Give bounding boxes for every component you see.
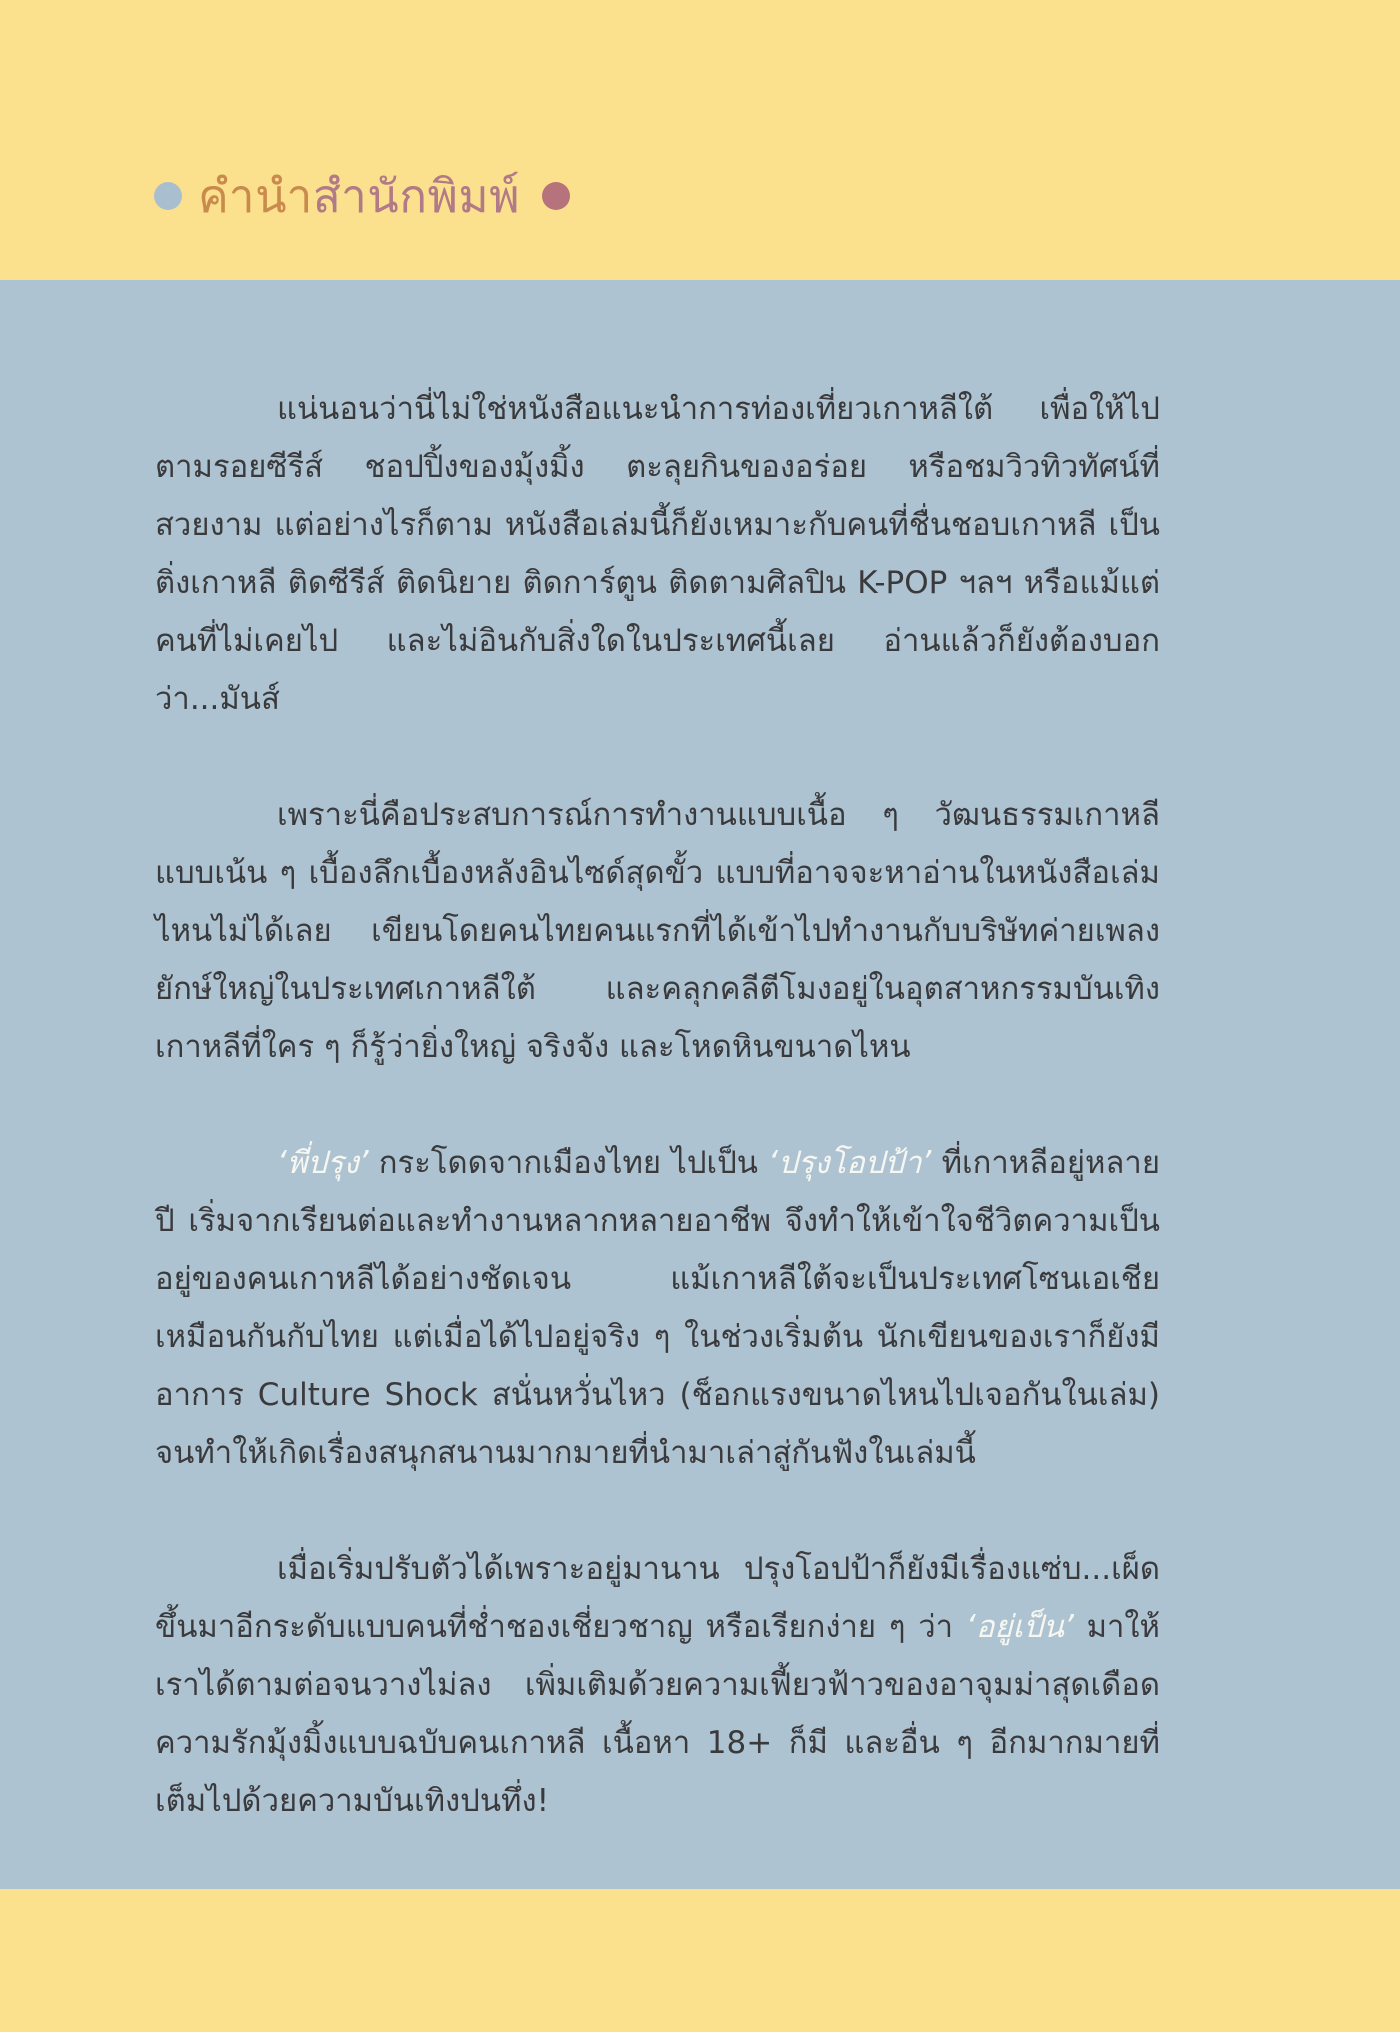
paragraph-3 (155, 1134, 1160, 1482)
paragraph-4-text-b: มาให้เราได้ตามต่อจนวางไม่ลง เพิ่มเติมด้วยความเฟี้ยวฟ้าวของอาจุมม่าสุดเดือด ความรักมุ้งมิ้งแบบฉบับคนเกาหลี เนื้อหา 18+ ก็มี และอื่น ๆ อีกมากมายที่เต็มไปด้วยความบันเทิงปนทึ่ง! (155, 1609, 1160, 1819)
emphasis-prung-oppa: ‘ปรุงโอปป้า’ (768, 1145, 932, 1181)
paragraph-3-text-a: กระโดดจากเมืองไทย ไปเป็น (368, 1145, 769, 1181)
paragraph-1: แน่นอนว่านี่ไม่ใช่หนังสือแนะนำการท่องเที่ยวเกาหลีใต้ เพื่อให้ไปตามรอยซีรีส์ ชอปปิ้งของมุ้งมิ้ง ตะลุยกินของอร่อย หรือชมวิวทิวทัศน์ที่สวยงาม แต่อย่างไรก็ตาม หนังสือเล่มนี้ก็ยังเหมาะกับคนที่ชื่นชอบเกาหลี เป็นติ่งเกาหลี ติดซีรีส์ ติดนิยาย ติดการ์ตูน ติดตามศิลปิน K-POP ฯลฯ หรือแม้แต่คนที่ไม่เคยไป และไม่อินกับสิ่งใดในประเทศนี้เลย อ่านแล้วก็ยังต้องบอกว่า...มันส์ (155, 391, 1160, 717)
title-text (198, 160, 520, 232)
emphasis-phi-prung: ‘พี่ปรุง’ (277, 1145, 369, 1181)
emphasis-yu-pen: ‘อยู่เป็น’ (965, 1609, 1074, 1645)
header-band (0, 0, 1400, 280)
page-title (154, 160, 570, 232)
paragraph-2: เพราะนี่คือประสบการณ์การทำงานแบบเนื้อ ๆ วัฒนธรรมเกาหลีแบบเน้น ๆ เบื้องลึกเบื้องหลังอินไซด์สุดขั้ว แบบที่อาจจะหาอ่านในหนังสือเล่มไหนไม่ได้เลย เขียนโดยคนไทยคนแรกที่ได้เข้าไปทำงานกับบริษัทค่ายเพลงยักษ์ใหญ่ในประเทศเกาหลีใต้ และคลุกคลีตีโมงอยู่ในอุตสาหกรรมบันเทิงเกาหลีที่ใคร ๆ ก็รู้ว่ายิ่งใหญ่ จริงจัง และโหดหินขนาดไหน (155, 797, 1160, 1065)
paragraph-4 (155, 1540, 1160, 1830)
paragraph-3-text-b: ที่เกาหลีอยู่หลายปี เริ่มจากเรียนต่อและทำงานหลากหลายอาชีพ จึงทำให้เข้าใจชีวิตความเป็นอยู่ของคนเกาหลีได้อย่างชัดเจน แม้เกาหลีใต้จะเป็นประเทศโซนเอเชียเหมือนกันกับไทย แต่เมื่อได้ไปอยู่จริง ๆ ในช่วงเริ่มต้น นักเขียนของเราก็ยังมีอาการ Culture Shock สนั่นหวั่นไหว (ช็อกแรงขนาดไหนไปเจอกันในเล่ม) จนทำให้เกิดเรื่องสนุกสนานมากมายที่นำมาเล่าสู่กันฟังในเล่มนี้ (155, 1145, 1160, 1471)
bullet-dot-icon-left (154, 182, 182, 210)
footer-band (0, 1889, 1400, 2032)
title-part-foreword: คำนำ (198, 169, 313, 223)
body-text (155, 380, 1160, 1830)
title-part-publisher: สำนักพิมพ์ (312, 169, 521, 223)
paragraph-4-text-a: เมื่อเริ่มปรับตัวได้เพราะอยู่มานาน ปรุงโอปป้าก็ยังมีเรื่องแซ่บ...เผ็ดขึ้นมาอีกระดับแบบคนที่ช่ำชองเชี่ยวชาญ หรือเรียกง่าย ๆ ว่า (155, 1551, 1160, 1645)
bullet-dot-icon-right (542, 182, 570, 210)
